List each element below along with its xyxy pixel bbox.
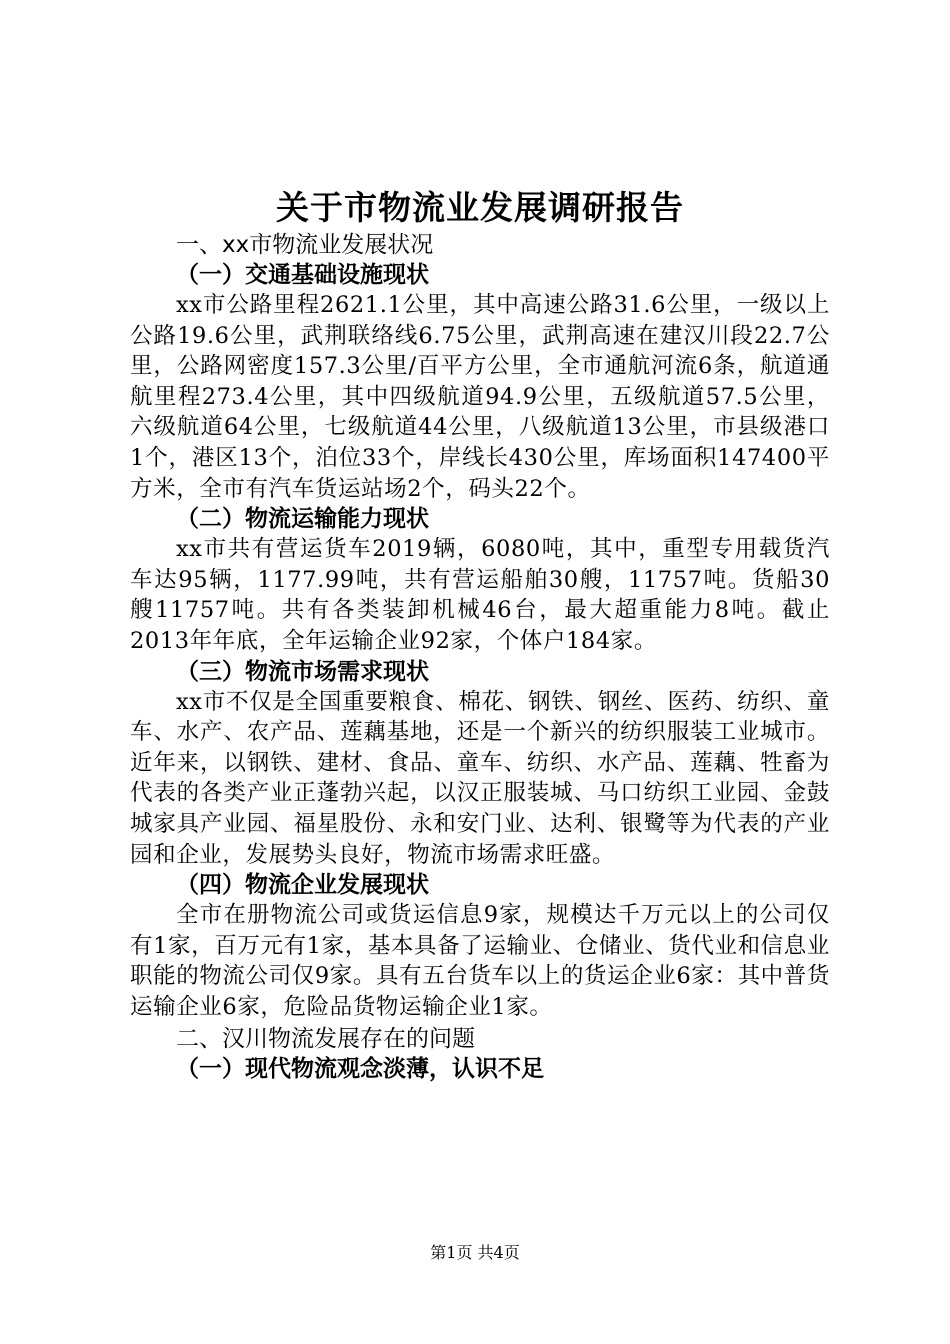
section-heading: 二、汉川物流发展存在的问题 — [176, 1026, 475, 1053]
paragraph: xx市不仅是全国重要粮食、棉花、钢铁、钢丝、医药、纺织、童车、水产、农产品、莲藕基地，还是一个新兴的纺织服装工业城市。近年来，以钢铁、建材、食品、童车、纺织、水产品、莲藕、牲畜为代表的各类产业正蓬勃兴起，以汉正服装城、马口纺织工业园、金鼓城家具产业园、福星股份、永和安门业、达利、银鹭等为代表的产业园和企业，发展势头良好，物流市场需求旺盛。 — [130, 688, 830, 868]
subsection-heading: （三）物流市场需求现状 — [176, 658, 429, 685]
subsection-heading: （二）物流运输能力现状 — [176, 506, 429, 533]
section-heading: 一、xx市物流业发展状况 — [176, 232, 434, 258]
paragraph: 全市在册物流公司或货运信息9家，规模达千万元以上的公司仅有1家，百万元有1家，基本具备了运输业、仓储业、货代业和信息业职能的物流公司仅9家。具有五台货车以上的货运企业6家：其中普货运输企业6家，危险品货物运输企业1家。 — [130, 902, 830, 1020]
page-number-footer: 第1页 共4页 — [430, 1243, 520, 1262]
paragraph: xx市公路里程2621.1公里，其中高速公路31.6公里，一级以上公路19.6公里，武荆联络线6.75公里，武荆高速在建汉川段22.7公里，公路网密度157.3公里/百平方公里，全市通航河流6条，航道通航里程273.4公里，其中四级航道94.9公里，五级航道57.5公里，六级航道64公里，七级航道44公里，八级航道13公里，市县级港口1个，港区13个，泊位33个，岸线长430公里，库场面积147400平方米，全市有汽车货运站场2个，码头22个。 — [130, 292, 830, 502]
subsection-heading: （一）交通基础设施现状 — [176, 262, 429, 288]
paragraph: xx市共有营运货车2019辆，6080吨，其中，重型专用载货汽车达95辆，1177.99吨，共有营运船舶30艘，11757吨。货船30艘11757吨。共有各类装卸机械46台，最大超重能力8吨。截止2013年年底，全年运输企业92家，个体户184家。 — [130, 536, 830, 654]
document-title: 关于市物流业发展调研报告 — [276, 188, 684, 227]
subsection-heading: （一）现代物流观念淡薄，认识不足 — [176, 1056, 544, 1083]
document-page — [130, 186, 830, 1084]
subsection-heading: （四）物流企业发展现状 — [176, 872, 429, 899]
